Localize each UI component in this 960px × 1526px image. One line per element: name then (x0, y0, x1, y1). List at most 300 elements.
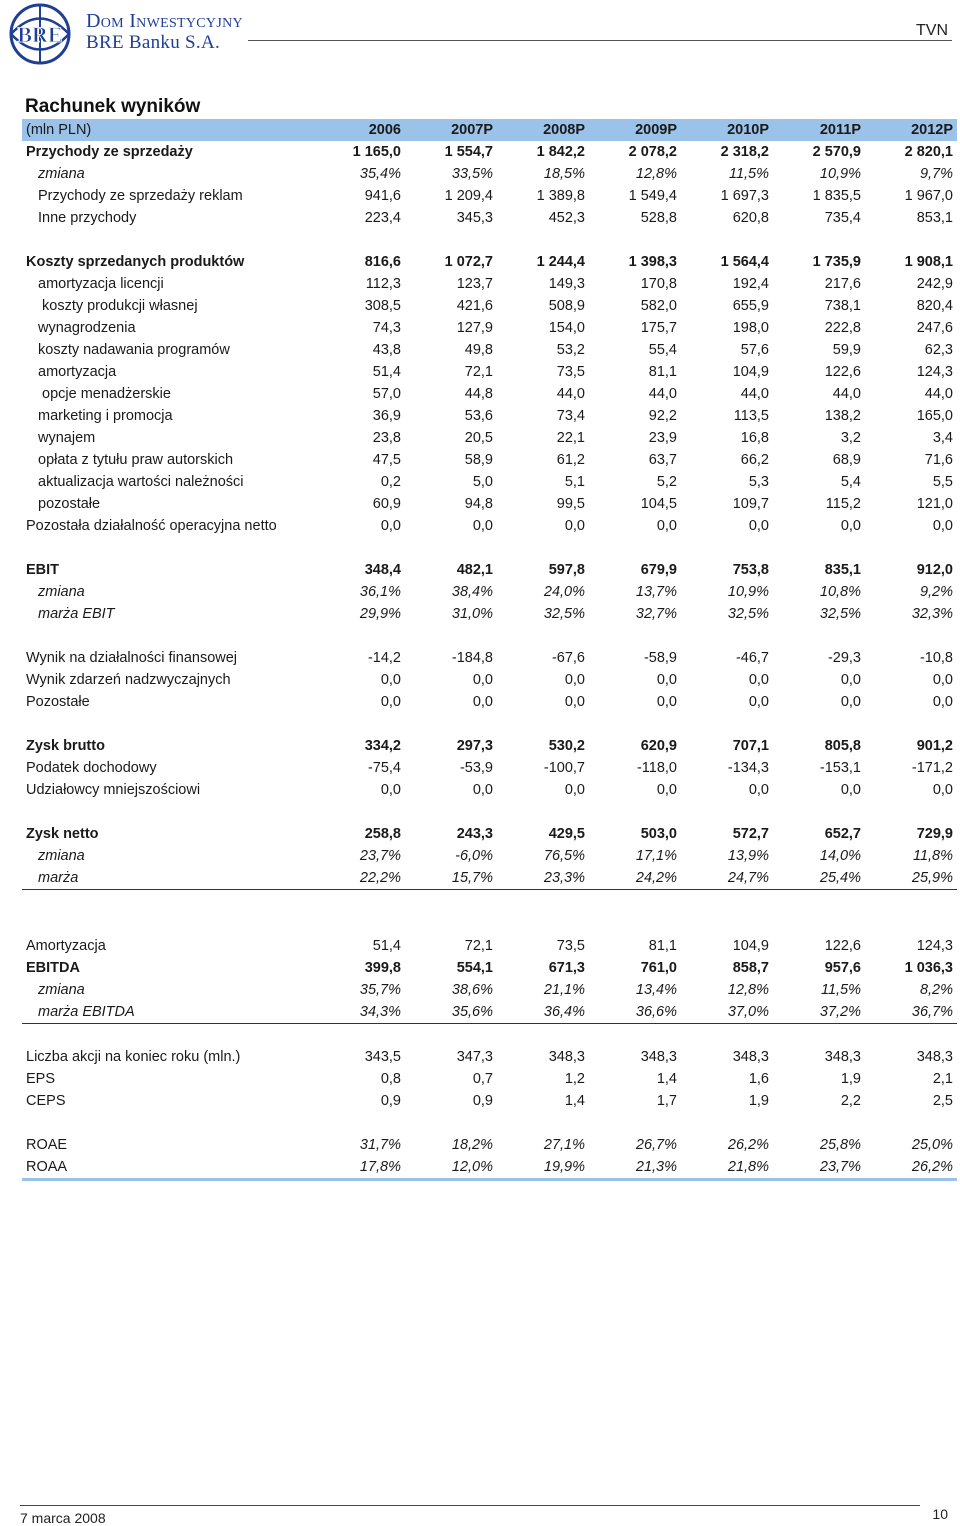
row-label: Zysk brutto (26, 738, 105, 754)
table-row (22, 581, 957, 603)
row-label: Pozostała działalność operacyjna netto (26, 518, 277, 534)
row-value: 348,3 (640, 1049, 677, 1065)
row-value: 149,3 (548, 276, 585, 292)
row-value: 49,8 (464, 342, 493, 358)
row-value: 61,2 (556, 452, 585, 468)
row-value: 38,4% (451, 584, 493, 600)
table-row (22, 603, 957, 625)
row-value: 192,4 (732, 276, 769, 292)
spacer-cell (22, 537, 957, 559)
table-row (22, 361, 957, 383)
row-value: 2 570,9 (812, 144, 861, 160)
row-value: 18,2% (451, 1137, 493, 1153)
row-value: 217,6 (824, 276, 861, 292)
row-value: 620,8 (732, 210, 769, 226)
table-row (22, 691, 957, 713)
row-value: 81,1 (648, 364, 677, 380)
row-value: 753,8 (732, 562, 769, 578)
row-value: 1 554,7 (444, 144, 493, 160)
row-value: 35,7% (359, 982, 401, 998)
header-year: 2012P (865, 119, 957, 141)
table-row (22, 735, 957, 757)
spacer-row (22, 801, 957, 823)
row-value: 347,3 (456, 1049, 493, 1065)
spacer-cell (22, 890, 957, 936)
row-value: 597,8 (548, 562, 585, 578)
row-value: 334,2 (364, 738, 401, 754)
row-value: 941,6 (364, 188, 401, 204)
row-value: 0,0 (380, 518, 401, 534)
row-value: 94,8 (464, 496, 493, 512)
row-value: 1,4 (564, 1093, 585, 1109)
row-value: 21,8% (681, 1156, 773, 1180)
row-value: 154,0 (548, 320, 585, 336)
row-label: Przychody ze sprzedaży reklam (38, 188, 243, 204)
row-value: 123,7 (456, 276, 493, 292)
row-value: 51,4 (372, 364, 401, 380)
row-value: 1 209,4 (444, 188, 493, 204)
row-value: 23,8 (372, 430, 401, 446)
row-value: 53,2 (556, 342, 585, 358)
row-value: 34,3% (313, 1001, 405, 1024)
row-value: -171,2 (911, 760, 953, 776)
spacer-row (22, 1024, 957, 1047)
row-value: 122,6 (824, 938, 861, 954)
table-row (22, 471, 957, 493)
row-label: wynajem (38, 430, 96, 446)
row-value: 345,3 (456, 210, 493, 226)
row-value: -29,3 (827, 650, 861, 666)
row-value: 5,1 (564, 474, 585, 490)
row-value: 572,7 (732, 826, 769, 842)
row-value: 901,2 (916, 738, 953, 754)
spacer-row (22, 713, 957, 735)
table-row (22, 669, 957, 691)
row-label: Koszty sprzedanych produktów (26, 254, 245, 270)
row-value: 0,0 (656, 672, 677, 688)
table-row (22, 867, 957, 890)
header-divider (248, 40, 952, 41)
row-value: 1 244,4 (536, 254, 585, 270)
row-value: 0,0 (656, 518, 677, 534)
spacer-row (22, 890, 957, 936)
row-value: 1,6 (748, 1071, 769, 1087)
table-row (22, 823, 957, 845)
row-value: 44,0 (740, 386, 769, 402)
row-value: 2 318,2 (720, 144, 769, 160)
row-value: 60,9 (372, 496, 401, 512)
table-row (22, 185, 957, 207)
row-value: 10,9% (727, 584, 769, 600)
row-value: 29,9% (359, 606, 401, 622)
row-value: 655,9 (732, 298, 769, 314)
table-row (22, 1090, 957, 1112)
header-year: 2006 (313, 119, 405, 141)
income-statement-table (22, 119, 957, 1181)
row-label: zmiana (38, 848, 85, 864)
row-value: 554,1 (456, 960, 493, 976)
row-value: 707,1 (732, 738, 769, 754)
table-row (22, 935, 957, 957)
table-row (22, 295, 957, 317)
row-value: 21,3% (589, 1156, 681, 1180)
table-row (22, 515, 957, 537)
row-value: 26,2% (727, 1137, 769, 1153)
row-label: ROAA (22, 1156, 313, 1180)
row-value: 73,5 (556, 938, 585, 954)
row-value: 1 036,3 (904, 960, 953, 976)
row-value: 835,1 (824, 562, 861, 578)
row-label: Podatek dochodowy (26, 760, 157, 776)
row-label: EBIT (26, 562, 60, 578)
row-value: 0,9 (380, 1093, 401, 1109)
row-value: 0,2 (380, 474, 401, 490)
row-label: opcje menadżerskie (42, 386, 171, 402)
row-value: 76,5% (543, 848, 585, 864)
header-year: 2007P (405, 119, 497, 141)
row-label: ROAE (26, 1137, 68, 1153)
row-value: 22,1 (556, 430, 585, 446)
row-value: 1 842,2 (536, 144, 585, 160)
row-value: -58,9 (643, 650, 677, 666)
row-value: 679,9 (640, 562, 677, 578)
row-value: 165,0 (916, 408, 953, 424)
row-value: 198,0 (732, 320, 769, 336)
row-value: 170,8 (640, 276, 677, 292)
row-value: 12,8% (635, 166, 677, 182)
row-value: 0,0 (564, 694, 585, 710)
row-value: 92,2 (648, 408, 677, 424)
row-value: 99,5 (556, 496, 585, 512)
row-value: 9,7% (919, 166, 953, 182)
table-row (22, 273, 957, 295)
row-value: 104,9 (732, 938, 769, 954)
bre-logo-icon (2, 3, 80, 65)
row-value: 11,5% (820, 982, 861, 998)
row-value: 0,0 (656, 694, 677, 710)
row-value: 0,0 (840, 672, 861, 688)
row-value: 0,0 (472, 782, 493, 798)
row-value: 1,7 (656, 1093, 677, 1109)
row-value: 2 078,2 (628, 144, 677, 160)
row-value: 242,9 (916, 276, 953, 292)
table-row (22, 493, 957, 515)
spacer-row (22, 625, 957, 647)
spacer-cell (22, 625, 957, 647)
row-value: 73,5 (556, 364, 585, 380)
row-value: 68,9 (832, 452, 861, 468)
row-value: 5,5 (932, 474, 953, 490)
row-value: 55,4 (648, 342, 677, 358)
row-value: 14,0% (819, 848, 861, 864)
row-value: 37,0% (681, 1001, 773, 1024)
row-value: -184,8 (451, 650, 493, 666)
row-value: 620,9 (640, 738, 677, 754)
row-value: 24,7% (681, 867, 773, 890)
row-value: 1,4 (656, 1071, 677, 1087)
footer-divider (20, 1505, 920, 1506)
spacer-row (22, 229, 957, 251)
row-value: 62,3 (924, 342, 953, 358)
spacer-row (22, 1112, 957, 1134)
row-value: 0,0 (932, 694, 953, 710)
row-label: CEPS (26, 1093, 66, 1109)
row-value: 17,1% (635, 848, 677, 864)
row-value: 652,7 (824, 826, 861, 842)
table-row (22, 1156, 957, 1180)
row-label: marketing i promocja (38, 408, 173, 424)
row-value: 112,3 (365, 276, 401, 292)
row-value: -6,0% (455, 848, 493, 864)
table-row (22, 251, 957, 273)
row-value: 32,5% (727, 606, 769, 622)
row-value: 53,6 (464, 408, 493, 424)
row-value: 761,0 (640, 960, 677, 976)
row-value: 5,4 (840, 474, 861, 490)
row-value: 109,7 (732, 496, 769, 512)
row-value: 58,9 (464, 452, 493, 468)
row-value: 44,0 (924, 386, 953, 402)
row-value: 912,0 (916, 562, 953, 578)
page-header (0, 0, 960, 70)
row-value: 1,9 (840, 1071, 861, 1087)
row-value: 26,7% (635, 1137, 677, 1153)
row-value: 127,9 (456, 320, 493, 336)
table-row (22, 1134, 957, 1156)
table-row (22, 845, 957, 867)
row-value: 0,0 (840, 518, 861, 534)
row-value: 44,0 (832, 386, 861, 402)
row-value: 25,9% (865, 867, 957, 890)
row-value: 399,8 (364, 960, 401, 976)
row-value: 5,2 (656, 474, 677, 490)
row-value: 0,0 (564, 518, 585, 534)
row-value: 36,4% (497, 1001, 589, 1024)
row-label: EBITDA (26, 960, 80, 976)
row-value: 175,7 (640, 320, 677, 336)
brand-name (86, 10, 243, 54)
row-value: 23,9 (648, 430, 677, 446)
row-value: 11,8% (912, 848, 953, 864)
row-value: 1 835,5 (812, 188, 861, 204)
row-label: wynagrodzenia (38, 320, 136, 336)
row-value: 113,5 (733, 408, 769, 424)
row-value: 51,4 (372, 938, 401, 954)
row-value: 3,2 (840, 430, 861, 446)
row-value: 429,5 (548, 826, 585, 842)
table-row (22, 163, 957, 185)
row-value: 18,5% (543, 166, 585, 182)
row-value: 57,0 (372, 386, 401, 402)
table-row (22, 647, 957, 669)
row-value: 503,0 (640, 826, 677, 842)
row-value: 582,0 (640, 298, 677, 314)
row-value: 247,6 (916, 320, 953, 336)
header-year: 2010P (681, 119, 773, 141)
row-label: marża EBIT (38, 606, 115, 622)
row-value: 1 908,1 (904, 254, 953, 270)
row-label: Wynik zdarzeń nadzwyczajnych (26, 672, 231, 688)
row-value: -118,0 (636, 760, 677, 776)
row-label: aktualizacja wartości należności (38, 474, 244, 490)
table-row (22, 779, 957, 801)
row-value: -10,8 (919, 650, 953, 666)
row-value: 348,3 (916, 1049, 953, 1065)
row-value: 528,8 (640, 210, 677, 226)
row-value: 5,3 (748, 474, 769, 490)
row-value: 9,2% (919, 584, 953, 600)
row-value: 0,0 (472, 694, 493, 710)
brand-line1: Dom Inwestycyjny (86, 10, 243, 32)
row-value: 1,2 (564, 1071, 585, 1087)
row-value: 36,9 (372, 408, 401, 424)
row-label: opłata z tytułu praw autorskich (38, 452, 234, 468)
row-value: 348,3 (548, 1049, 585, 1065)
row-value: 3,4 (932, 430, 953, 446)
row-value: 482,1 (456, 562, 493, 578)
row-value: 138,2 (824, 408, 861, 424)
row-value: 0,0 (656, 782, 677, 798)
row-value: 72,1 (464, 938, 493, 954)
row-value: 21,1% (543, 982, 585, 998)
row-value: 853,1 (916, 210, 953, 226)
row-value: 1 072,7 (444, 254, 493, 270)
row-value: -153,1 (819, 760, 861, 776)
row-value: 25,4% (773, 867, 865, 890)
row-value: 10,9% (819, 166, 861, 182)
row-value: 71,6 (924, 452, 953, 468)
row-value: 12,8% (727, 982, 769, 998)
row-value: 0,0 (564, 782, 585, 798)
page-number: 10 (932, 1506, 948, 1522)
row-value: 0,0 (748, 694, 769, 710)
row-value: 348,4 (364, 562, 401, 578)
row-value: 13,7% (635, 584, 677, 600)
row-value: 0,7 (472, 1071, 493, 1087)
footer-date: 7 marca 2008 (20, 1510, 106, 1526)
row-value: 1 389,8 (536, 188, 585, 204)
page-title: Rachunek wyników (25, 96, 201, 117)
row-label: Wynik na działalności finansowej (26, 650, 238, 666)
row-value: 22,2% (313, 867, 405, 890)
row-value: 115,2 (825, 496, 861, 512)
row-label: Udziałowcy mniejszościowi (26, 782, 201, 798)
row-value: 0,0 (472, 672, 493, 688)
row-value: 0,0 (380, 672, 401, 688)
row-label: Inne przychody (38, 210, 137, 226)
row-value: 0,0 (748, 518, 769, 534)
row-value: 25,0% (911, 1137, 953, 1153)
row-value: -134,3 (727, 760, 769, 776)
row-value: 43,8 (372, 342, 401, 358)
row-value: 104,5 (640, 496, 677, 512)
row-value: 0,0 (840, 782, 861, 798)
table-row (22, 979, 957, 1001)
row-value: 258,8 (364, 826, 401, 842)
table-row (22, 1046, 957, 1068)
row-value: 0,0 (932, 518, 953, 534)
row-value: 243,3 (456, 826, 493, 842)
row-value: 31,0% (451, 606, 493, 622)
spacer-cell (22, 1112, 957, 1134)
row-value: 1 398,3 (628, 254, 677, 270)
row-value: 1 564,4 (720, 254, 769, 270)
row-label: Pozostałe (26, 694, 90, 710)
row-value: 308,5 (364, 298, 401, 314)
row-value: 0,0 (932, 782, 953, 798)
row-value: 32,3% (911, 606, 953, 622)
row-value: 1 735,9 (812, 254, 861, 270)
brand-line2: BRE Banku S.A. (86, 32, 221, 53)
row-value: 10,8% (819, 584, 861, 600)
row-value: 0,0 (748, 782, 769, 798)
row-value: -14,2 (367, 650, 401, 666)
table-row (22, 405, 957, 427)
row-value: 73,4 (556, 408, 585, 424)
spacer-cell (22, 713, 957, 735)
row-value: 24,0% (543, 584, 585, 600)
row-value: 44,0 (556, 386, 585, 402)
row-value: 121,0 (916, 496, 953, 512)
table-row (22, 1068, 957, 1090)
row-value: 25,8% (819, 1137, 861, 1153)
row-value: 530,2 (548, 738, 585, 754)
spacer-cell (22, 229, 957, 251)
ticker: TVN (916, 22, 948, 39)
row-value: 348,3 (824, 1049, 861, 1065)
row-value: 2,1 (932, 1071, 953, 1087)
row-value: 297,3 (456, 738, 493, 754)
row-value: 81,1 (648, 938, 677, 954)
row-value: 32,5% (543, 606, 585, 622)
row-value: 421,6 (456, 298, 493, 314)
table-row (22, 1001, 957, 1024)
row-value: 729,9 (916, 826, 953, 842)
row-value: 671,3 (548, 960, 585, 976)
row-label: pozostałe (38, 496, 101, 512)
table-row (22, 449, 957, 471)
row-value: 47,5 (372, 452, 401, 468)
table-row (22, 383, 957, 405)
row-value: 8,2% (919, 982, 953, 998)
row-value: 1 165,0 (352, 144, 401, 160)
row-label: EPS (26, 1071, 56, 1087)
row-value: 223,4 (364, 210, 401, 226)
row-value: 31,7% (359, 1137, 401, 1153)
row-value: 124,3 (916, 938, 953, 954)
row-label: Przychody ze sprzedaży (26, 144, 193, 160)
row-value: 16,8 (740, 430, 769, 446)
header-year: 2009P (589, 119, 681, 141)
row-value: 5,0 (472, 474, 493, 490)
row-value: 38,6% (451, 982, 493, 998)
spacer-cell (22, 1024, 957, 1047)
row-value: -100,7 (543, 760, 585, 776)
row-value: -67,6 (551, 650, 585, 666)
row-value: 32,5% (819, 606, 861, 622)
table-row (22, 207, 957, 229)
row-value: 122,6 (824, 364, 861, 380)
row-label: amortyzacja (38, 364, 117, 380)
table-row (22, 339, 957, 361)
row-value: 805,8 (824, 738, 861, 754)
row-label: Liczba akcji na koniec roku (mln.) (26, 1049, 241, 1065)
row-value: 222,8 (824, 320, 861, 336)
row-value: 1 549,4 (628, 188, 677, 204)
table-row (22, 317, 957, 339)
table-row (22, 559, 957, 581)
row-value: 35,4% (359, 166, 401, 182)
